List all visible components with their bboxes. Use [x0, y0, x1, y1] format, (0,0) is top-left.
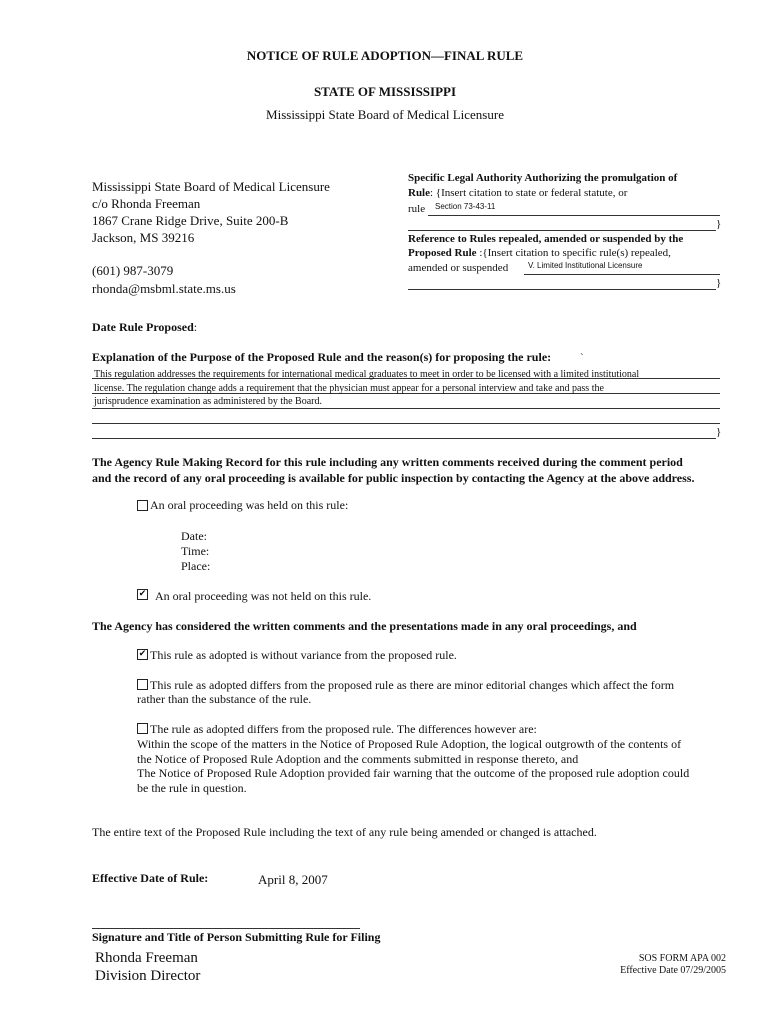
contact-block	[92, 262, 236, 298]
explanation-close-brace: }	[716, 426, 722, 438]
differs-label-line-4: The Notice of Proposed Rule Adoption provided fair warning that the outcome of the proposed rule adoption could	[137, 766, 690, 780]
authority-second-line	[408, 230, 716, 231]
oral-held-time-label: Time:	[181, 544, 210, 558]
reference-second-line	[408, 289, 716, 290]
signature-label: Signature and Title of Person Submitting Rule for Filing	[92, 930, 381, 944]
footer-form-id: SOS FORM APA 002	[638, 953, 726, 964]
address-block	[92, 178, 330, 246]
check-mark-icon: ✔	[138, 589, 147, 599]
effective-date-value[interactable]: April 8, 2007	[258, 872, 328, 887]
check-mark-icon: ✔	[138, 649, 147, 659]
address-line-2: c/o Rhonda Freeman	[92, 196, 201, 211]
oral-held-date-label: Date:	[181, 529, 207, 543]
editorial-label-line-1: This rule as adopted differs from the proposed rule as there are minor editorial changes which affect the form	[150, 678, 675, 692]
explanation-mark: `	[580, 352, 584, 364]
editorial-label-line-2: rather than the substance of the rule.	[137, 692, 312, 706]
phone-number: (601) 987-3079	[92, 263, 174, 278]
record-line-2: and the record of any oral proceeding is available for public inspection by contacting the Agency at the above address.	[92, 471, 695, 485]
oral-held-checkbox[interactable]	[137, 500, 148, 511]
reference-instruction	[408, 247, 671, 259]
authority-rule-prefix: rule	[408, 203, 426, 215]
oral-not-held-checkbox[interactable]	[137, 589, 148, 600]
date-rule-proposed	[92, 320, 197, 335]
reference-citation-value[interactable]: V. Limited Institutional Licensure	[528, 261, 643, 270]
address-line-1: Mississippi State Board of Medical Licensure	[92, 179, 330, 194]
considered-statement: The Agency has considered the written comments and the presentations made in any oral proceedings, and	[92, 619, 637, 633]
effective-date-label: Effective Date of Rule:	[92, 871, 209, 885]
explanation-line-5	[92, 438, 716, 439]
explanation-text-1[interactable]: This regulation addresses the requirements for international medical graduates to meet in order to be licensed with a limited institutional	[94, 369, 640, 380]
explanation-line-4	[92, 423, 720, 424]
address-line-3: 1867 Crane Ridge Drive, Suite 200-B	[92, 213, 289, 228]
no-variance-checkbox[interactable]	[137, 649, 148, 660]
form-title: NOTICE OF RULE ADOPTION—FINAL RULE	[246, 48, 524, 63]
explanation-text-3[interactable]: jurisprudence examination as administered by the Board.	[94, 396, 322, 407]
authority-instruction	[408, 187, 627, 199]
oral-held-label: An oral proceeding was held on this rule:	[150, 498, 349, 512]
oral-held-place-label: Place:	[181, 559, 211, 573]
signature-line	[92, 928, 360, 929]
editorial-checkbox[interactable]	[137, 679, 148, 690]
reference-proposed-label: Proposed Rule	[408, 247, 477, 259]
explanation-text-2[interactable]: license. The regulation change adds a requirement that the physician must appear for a personal interview and take and pass the	[94, 383, 604, 394]
record-line-1: The Agency Rule Making Record for this rule including any written comments received during the comment period	[92, 455, 683, 469]
explanation-line-3	[92, 408, 720, 409]
signer-name: Rhonda Freeman	[95, 950, 198, 966]
differs-label-line-2: Within the scope of the matters in the Notice of Proposed Rule Adoption, the logical outgrowth of the contents of	[137, 737, 682, 751]
authority-rule-label: Rule	[408, 187, 430, 199]
address-line-4: Jackson, MS 39216	[92, 230, 195, 245]
reference-instruction-text: :{Insert citation to specific rule(s) repealed,	[476, 247, 671, 259]
authority-instruction-text: : {Insert citation to state or federal statute, or	[430, 187, 628, 199]
oral-not-held-label: An oral proceeding was not held on this rule.	[155, 589, 372, 603]
attached-statement: The entire text of the Proposed Rule including the text of any rule being amended or changed is attached.	[92, 825, 597, 839]
reference-amended-prefix: amended or suspended	[408, 262, 509, 274]
authority-citation-value[interactable]: Section 73-43-11	[435, 202, 496, 211]
reference-close-brace: }	[716, 277, 722, 289]
agency-heading: Mississippi State Board of Medical Licensure	[266, 107, 504, 122]
email-address: rhonda@msbml.state.ms.us	[92, 281, 236, 296]
reference-heading: Reference to Rules repealed, amended or suspended by the	[408, 233, 684, 245]
authority-citation-line	[428, 215, 720, 216]
differs-checkbox[interactable]	[137, 723, 148, 734]
differs-label-line-5: be the rule in question.	[137, 781, 247, 795]
authority-close-brace: }	[716, 218, 722, 230]
signer-title: Division Director	[95, 968, 201, 984]
date-rule-proposed-colon: :	[193, 320, 198, 334]
state-heading: STATE OF MISSISSIPPI	[313, 84, 457, 99]
no-variance-label: This rule as adopted is without variance from the proposed rule.	[150, 648, 457, 662]
explanation-label: Explanation of the Purpose of the Proposed Rule and the reason(s) for proposing the rule:	[92, 350, 552, 364]
differs-label-line-1: The rule as adopted differs from the proposed rule. The differences however are:	[150, 722, 537, 736]
date-rule-proposed-label: Date Rule Proposed	[92, 320, 194, 334]
authority-heading: Specific Legal Authority Authorizing the promulgation of	[408, 172, 678, 184]
footer-effective-date: Effective Date 07/29/2005	[620, 965, 726, 976]
reference-citation-line	[524, 274, 720, 275]
differs-label-line-3: the Notice of Proposed Rule Adoption and the comments submitted in response thereto, and	[137, 752, 579, 766]
